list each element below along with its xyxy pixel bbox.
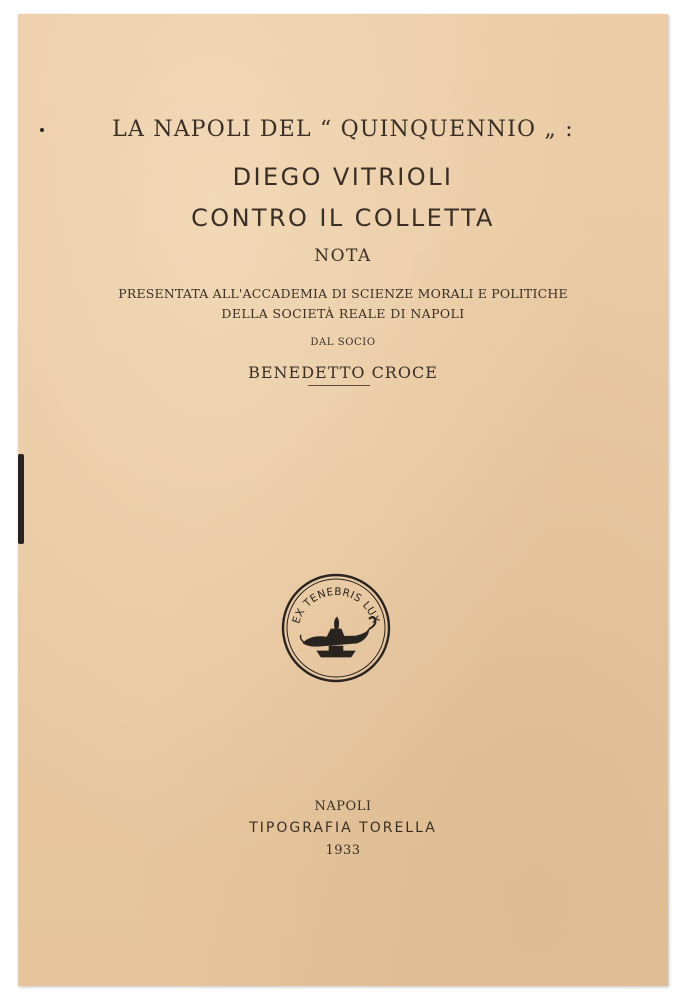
title-line-1: LA NAPOLI DEL “ QUINQUENNIO „ : xyxy=(112,117,574,142)
author-name: BENEDETTO CROCE xyxy=(248,363,438,382)
imprint-publisher: TIPOGRAFIA TORELLA xyxy=(249,820,437,836)
divider-rule xyxy=(308,385,370,386)
title-line-3: CONTRO IL COLLETTA xyxy=(191,204,495,232)
oil-lamp-icon xyxy=(301,617,376,657)
document-cover xyxy=(18,14,668,986)
imprint-city: NAPOLI xyxy=(314,799,372,814)
author-prefix: DAL SOCIO xyxy=(310,337,376,348)
title-line-2: DIEGO VITRIOLI xyxy=(232,163,454,191)
subtitle: NOTA xyxy=(314,246,372,266)
publisher-emblem xyxy=(281,573,391,683)
emblem-motto: EX TENEBRIS LUX xyxy=(290,585,382,626)
binding-edge xyxy=(18,454,24,544)
presentation-line-2: DELLA SOCIETÀ REALE DI NAPOLI xyxy=(221,306,465,321)
presentation-line-1: PRESENTATA ALL'ACCADEMIA DI SCIENZE MORALI E POLITICHE xyxy=(118,286,568,301)
imprint-year: 1933 xyxy=(325,843,361,858)
